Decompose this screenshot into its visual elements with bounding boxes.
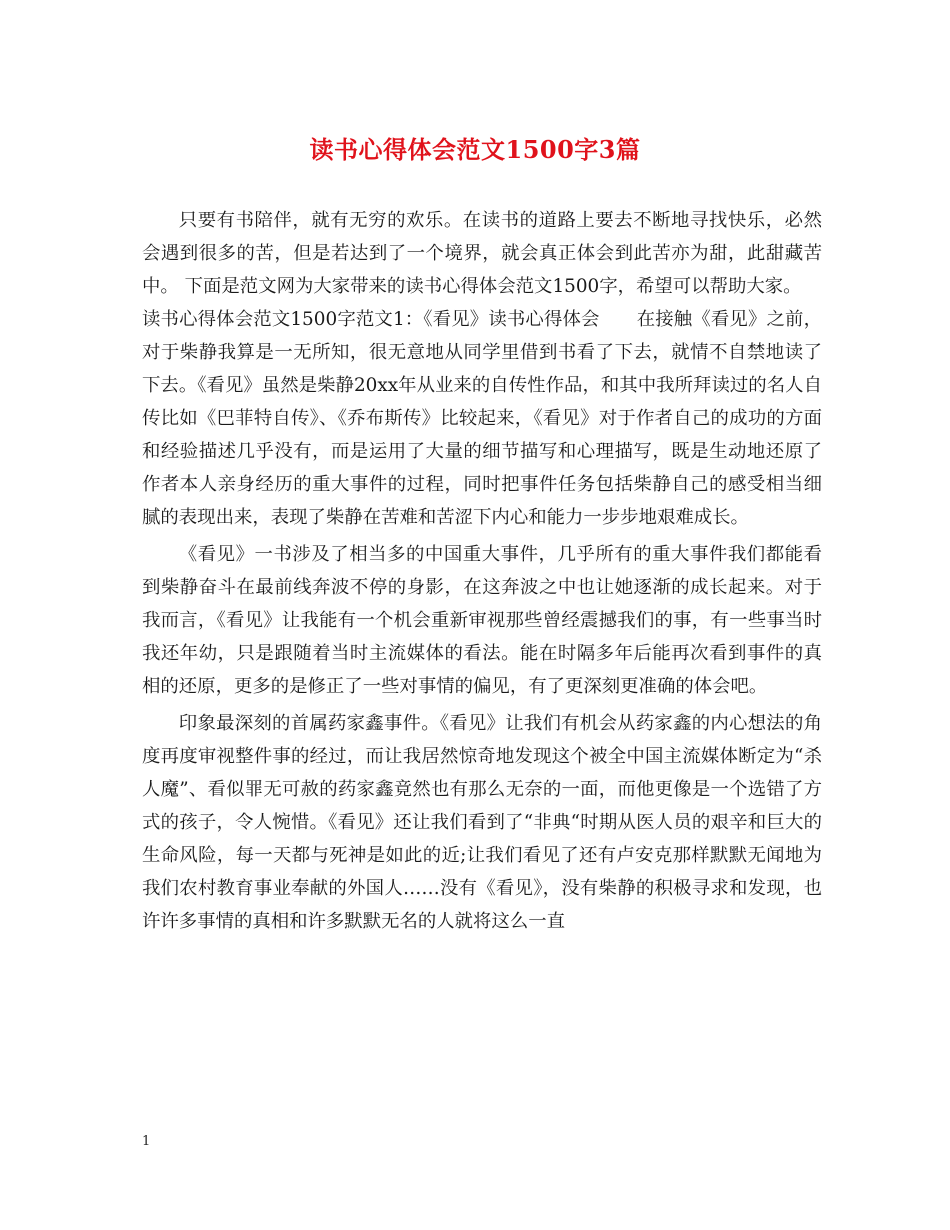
paragraph-intro: 只要有书陪伴，就有无穷的欢乐。在读书的道路上要去不断地寻找快乐，必然会遇到很多的苦，但是若达到了一个境界，就会真正体会到此苦亦为甜，此甜藏苦中。 下面是范文网为大家带来的读书心得体会范文1500字，希望可以帮助大家。 — [142, 210, 822, 297]
paragraph-essay-2: 《看见》一书涉及了相当多的中国重大事件，几乎所有的重大事件我们都能看到柴静奋斗在最前线奔波不停的身影，在这奔波之中也让她逐渐的成长起来。对于我而言，《看见》让我能有一个机会重新审视那些曾经震撼我们的事，有一些事当时我还年幼，只是跟随着当时主流媒体的看法。能在时隔多年后能再次看到事件的真相的还原，更多的是修正了一些对事情的偏见，有了更深刻更准确的体会吧。 — [142, 544, 822, 697]
paragraph-essay-1: 读书心得体会范文1500字范文1：《看见》读书心得体会 在接触《看见》之前，对于柴静我算是一无所知，很无意地从同学里借到书看了下去，就情不自禁地读了下去。《看见》虽然是柴静20xx年从业来的自传性作品，和其中我所拜读过的名人自传比如《巴菲特自传》、《乔布斯传》比较起来，《看见》对于作者自己的成功的方面和经验描述几乎没有，而是运用了大量的细节描写和心理描写，既是生动地还原了作者本人亲身经历的重大事件的过程，同时把事件任务包括柴静自己的感受相当细腻的表现出来，表现了柴静在苦难和苦涩下内心和能力一步步地艰难成长。 — [142, 309, 822, 528]
paragraph-essay-3: 印象最深刻的首属药家鑫事件。《看见》让我们有机会从药家鑫的内心想法的角度再度审视整件事的经过，而让我居然惊奇地发现这个被全中国主流媒体断定为“杀人魔”、看似罪无可赦的药家鑫竟然也有那么无奈的一面，而他更像是一个选错了方式的孩子，令人惋惜。《看见》还让我们看到了“非典“时期从医人员的艰辛和巨大的生命风险，每一天都与死神是如此的近;让我们看见了还有卢安克那样默默无闻地为我们农村教育事业奉献的外国人……没有《看见》，没有柴静的积极寻求和发现，也许许多事情的真相和许多默默无名的人就将这么一直 — [142, 713, 822, 932]
page-number: 1 — [142, 1134, 151, 1149]
document-title: 读书心得体会范文1500字3篇 — [309, 135, 641, 164]
document-body — [142, 204, 822, 938]
